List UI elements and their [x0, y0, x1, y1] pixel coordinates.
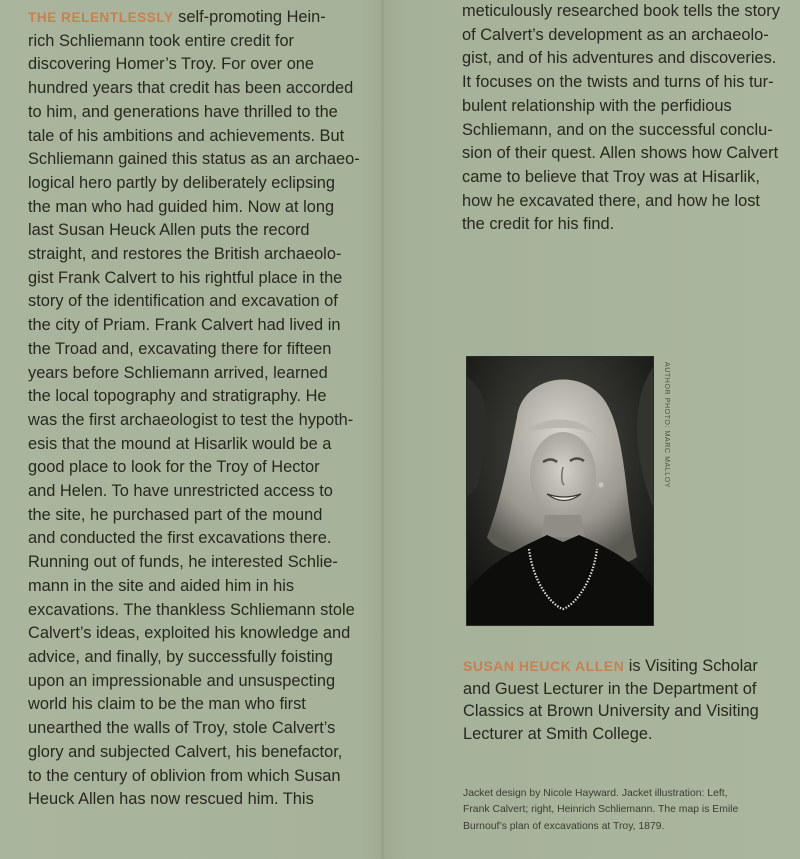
blurb-line: the local topography and stratigraphy. He [28, 387, 327, 406]
blurb-line: discovering Homer’s Troy. For over one [28, 55, 315, 74]
blurb-line: esis that the mound at Hisarlik would be a [28, 434, 332, 453]
blurb-line: meticulously researched book tells the story [462, 2, 780, 20]
blurb-line: gist Frank Calvert to his rightful place in the [28, 268, 343, 287]
blurb-line: last Susan Heuck Allen puts the record [28, 221, 310, 240]
photo-credit: AUTHOR PHOTO: MARC MALLOY [663, 362, 670, 489]
left-column-blurb [28, 6, 368, 812]
blurb-line: and Helen. To have unrestricted access to [28, 482, 333, 501]
blurb-line: straight, and restores the British archaeolo- [28, 245, 342, 264]
blurb-line: bulent relationship with the perfidious [462, 96, 732, 115]
blurb-line: years before Schliemann arrived, learned [28, 363, 328, 382]
blurb-line: the site, he purchased part of the mound [28, 505, 323, 524]
bio-line: and Guest Lecturer in the Department of [463, 679, 757, 698]
jacket-credit-line: Burnouf’s plan of excavations at Troy, 1879. [463, 820, 665, 832]
blurb-line: how he excavated there, and how he lost [462, 191, 760, 210]
blurb-line: came to believe that Troy was at Hisarlik, [462, 167, 760, 186]
blurb-line: glory and subjected Calvert, his benefactor, [28, 742, 343, 761]
blurb-line: It focuses on the twists and turns of his tur- [462, 73, 774, 92]
blurb-line: hundred years that credit has been accorded [28, 79, 354, 98]
author-bio [463, 655, 793, 745]
blurb-line: the credit for his find. [462, 215, 615, 234]
blurb-line: of Calvert’s development as an archaeolo- [462, 25, 769, 44]
blurb-line: the Troad and, excavating there for fifteen [28, 339, 332, 358]
blurb-line: advice, and finally, by successfully foisting [28, 647, 333, 666]
jacket-credit-line: Jacket design by Nicole Hayward. Jacket illustration: Left, [463, 788, 728, 799]
bio-line: Lecturer at Smith College. [463, 724, 653, 743]
blurb-line: Heuck Allen has now rescued him. This [28, 790, 314, 809]
bio-line-1: SUSAN HEUCK ALLEN is Visiting Scholar [463, 657, 758, 675]
blurb-line: and conducted the first excavations there. [28, 529, 332, 548]
blurb-line: the man who had guided him. Now at long [28, 197, 335, 216]
bio-line: Classics at Brown University and Visiting [463, 702, 759, 720]
jacket-credit-line: Frank Calvert; right, Heinrich Schliemann. The map is Emile [463, 804, 739, 816]
blurb-line: upon an impressionable and unsuspecting [28, 671, 336, 690]
blurb-line: excavations. The thankless Schliemann stole [28, 600, 355, 619]
blurb-line: to the century of oblivion from which Susan [28, 766, 341, 785]
blurb-line: Schliemann, and on the successful conclu- [462, 120, 773, 139]
blurb-line: to him, and generations have thrilled to the [28, 102, 338, 121]
blurb-line: the city of Priam. Frank Calvert had lived in [28, 316, 341, 335]
blurb-line: Running out of funds, he interested Schlie- [28, 553, 338, 572]
blurb-line: world his claim to be the man who first [28, 695, 306, 714]
blurb-line: Calvert’s ideas, exploited his knowledge and [28, 624, 351, 643]
author-name: SUSAN HEUCK ALLEN [463, 658, 625, 674]
blurb-line-1: THE RELENTLESSLY self-promoting Hein- [28, 8, 326, 26]
author-photo [466, 356, 654, 626]
blurb-line: unearthed the walls of Troy, stole Calvert’s [28, 719, 336, 738]
blurb-line: story of the identification and excavation of [28, 292, 338, 311]
blurb-line: good place to look for the Troy of Hector [28, 458, 320, 477]
author-portrait-illustration [467, 357, 653, 625]
jacket-credit [463, 786, 798, 835]
lead-in-text: THE RELENTLESSLY [28, 10, 174, 25]
blurb-line: logical hero partly by deliberately eclipsing [28, 173, 336, 192]
blurb-line: tale of his ambitions and achievements. But [28, 126, 345, 145]
blurb-line: rich Schliemann took entire credit for [28, 31, 295, 50]
right-column-blurb [462, 0, 792, 237]
blurb-line: Schliemann gained this status as an archaeo- [28, 150, 360, 169]
flap-fold-line [381, 0, 384, 859]
blurb-line: was the first archaeologist to test the hypoth- [28, 410, 354, 429]
blurb-line: sion of their quest. Allen shows how Calvert [462, 144, 779, 163]
blurb-line: gist, and of his adventures and discoveries. [462, 49, 777, 68]
blurb-line: mann in the site and aided him in his [28, 576, 295, 595]
